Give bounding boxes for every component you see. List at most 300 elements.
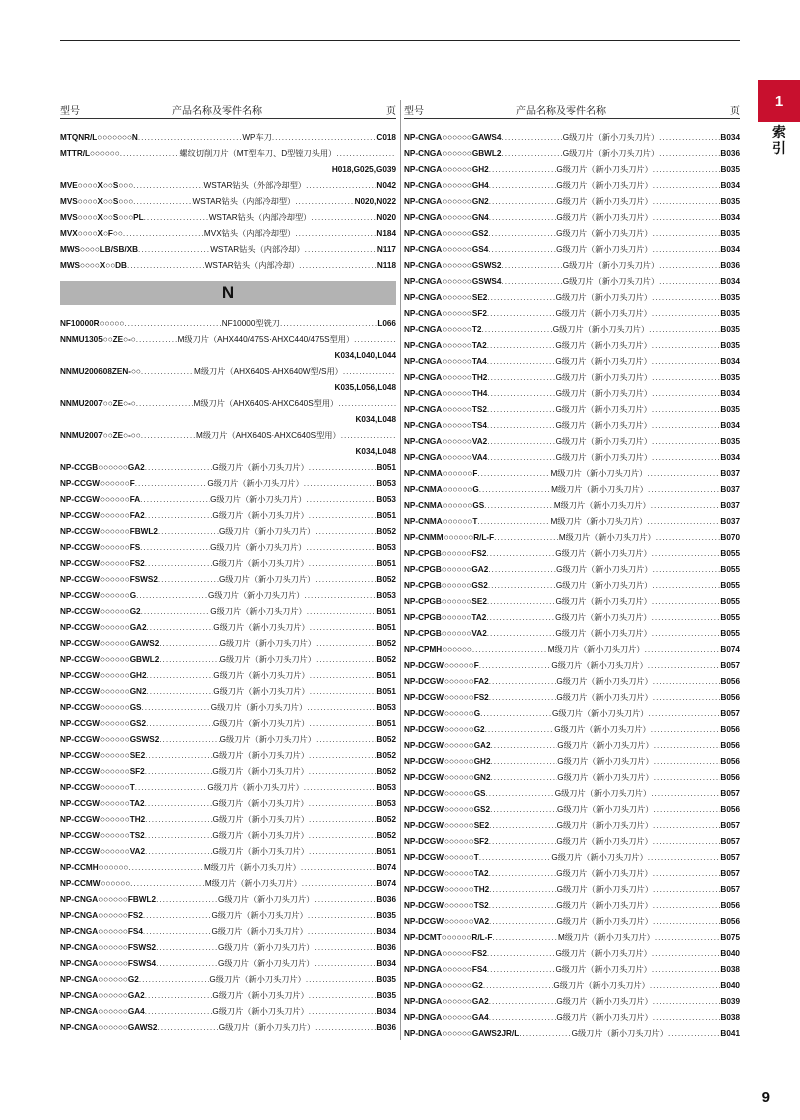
- model-code: NP-CCGW○○○○○○GS2: [60, 718, 147, 728]
- page-ref: B035: [720, 372, 740, 382]
- model-code: NP-CNMA○○○○○○GS: [404, 500, 485, 510]
- product-name: G级刀片（新小刀头刀片）: [555, 548, 652, 558]
- model-code: NP-DNGA○○○○○○G2: [404, 980, 483, 990]
- model-code: NNMU2007○○ZE○-○: [60, 398, 136, 408]
- leader-dots: [304, 591, 376, 600]
- leader-dots: [477, 469, 550, 478]
- model-code: NP-CNGA○○○○○○GA4: [60, 1006, 145, 1016]
- leader-dots: [146, 719, 213, 728]
- leader-dots: [648, 661, 721, 670]
- product-name: G级刀片（新小刀头刀片）: [210, 494, 307, 504]
- product-name: G级刀片（新小刀头刀片）: [554, 724, 651, 734]
- leader-dots: [316, 639, 376, 648]
- index-row: [404, 721, 740, 737]
- page-ref: B055: [720, 612, 740, 622]
- leader-dots: [143, 911, 212, 920]
- section-tab[interactable]: [758, 80, 800, 122]
- leader-dots: [501, 261, 562, 270]
- page-ref: B056: [720, 900, 740, 910]
- model-code: NP-DCGW○○○○○○VA2: [404, 916, 490, 926]
- leader-dots: [157, 1023, 218, 1032]
- model-code: NP-DCGW○○○○○○TA2: [404, 868, 489, 878]
- page-ref: B056: [720, 804, 740, 814]
- index-list-right: [404, 129, 740, 1041]
- product-name: G级刀片（新小刀头刀片）: [208, 590, 305, 600]
- product-name: G级刀片（新小刀头刀片）: [556, 884, 654, 894]
- index-row: [60, 241, 396, 257]
- leader-dots: [145, 799, 213, 808]
- product-name: G级刀片（新小刀头刀片）: [555, 628, 652, 638]
- product-name: G级刀片（新小刀头刀片）: [556, 676, 653, 686]
- product-name: G级刀片（新小刀头刀片）: [555, 964, 652, 974]
- leader-dots: [653, 229, 721, 238]
- product-name: G级刀片（新小刀头刀片）: [211, 926, 308, 936]
- leader-dots: [472, 645, 548, 654]
- product-name: WSTAR钻头（内部冷却）: [210, 244, 305, 254]
- product-name: G级刀片（新小刀头刀片）: [210, 702, 308, 712]
- product-name: G级刀片（新小刀头刀片）: [212, 462, 309, 472]
- product-name: G级刀片（新小刀头刀片）: [213, 670, 310, 680]
- page-ref: C018: [376, 132, 396, 142]
- leader-dots: [145, 511, 213, 520]
- index-row: [60, 779, 396, 795]
- index-row: [60, 923, 396, 939]
- index-row: [60, 257, 396, 273]
- page-ref: N184: [376, 228, 396, 238]
- leader-dots: [128, 863, 204, 872]
- index-row: [60, 1003, 396, 1019]
- page-ref: N020,N022: [354, 196, 396, 206]
- leader-dots: [156, 943, 218, 952]
- page-ref: B035: [720, 292, 740, 302]
- page-ref: B034: [720, 244, 740, 254]
- model-code: NP-CCGW○○○○○○TA2: [60, 798, 145, 808]
- page-ref: B034: [376, 1006, 396, 1016]
- index-row: [60, 875, 396, 891]
- model-code: NP-CCGW○○○○○○SE2: [60, 750, 146, 760]
- product-name: G级刀片（新小刀头刀片）: [210, 542, 307, 552]
- model-code: NP-DCGW○○○○○○GH2: [404, 756, 491, 766]
- leader-dots: [490, 805, 557, 814]
- index-row: [60, 699, 396, 715]
- leader-dots: [652, 373, 720, 382]
- leader-dots: [654, 741, 721, 750]
- product-name: G级刀片（新小刀头刀片）: [212, 830, 309, 840]
- index-row: [404, 945, 740, 961]
- leader-dots: [488, 581, 556, 590]
- index-row-continuation: [60, 411, 396, 427]
- model-code: NP-CCGW○○○○○○VA2: [60, 846, 146, 856]
- leader-dots: [479, 853, 552, 862]
- leader-dots: [140, 495, 210, 504]
- model-code: NP-CNGA○○○○○○TH4: [404, 388, 488, 398]
- page-refs: K034,L040,L044: [334, 350, 396, 360]
- product-name: G级刀片（新小刀头刀片）: [219, 734, 317, 744]
- product-name: G级刀片（新小刀头刀片）: [562, 276, 660, 286]
- leader-dots: [307, 495, 377, 504]
- product-name: G级刀片（新小刀头刀片）: [555, 596, 652, 606]
- page-ref: N042: [376, 180, 396, 190]
- page-ref: B037: [720, 468, 740, 478]
- page-ref: B040: [720, 948, 740, 958]
- product-name: G级刀片（新小刀头刀片）: [211, 910, 308, 920]
- leader-dots: [309, 767, 377, 776]
- index-row: [60, 939, 396, 955]
- top-rule: [60, 40, 740, 41]
- model-code: NP-CNGA○○○○○○FS2: [60, 910, 143, 920]
- leader-dots: [492, 933, 558, 942]
- product-name: G级刀片（新小刀头刀片）: [207, 782, 304, 792]
- index-row-continuation: [60, 379, 396, 395]
- model-code: NP-CPGB○○○○○○SE2: [404, 596, 487, 606]
- index-row: [404, 977, 740, 993]
- model-code: NP-CCGW○○○○○○GSWS2: [60, 734, 160, 744]
- page-ref: B053: [376, 798, 396, 808]
- model-code: NP-CCGW○○○○○○FBWL2: [60, 526, 158, 536]
- index-row: [60, 859, 396, 875]
- leader-dots: [309, 831, 377, 840]
- model-code: NP-CNGA○○○○○○TS4: [404, 420, 487, 430]
- model-code: NP-CNGA○○○○○○GH2: [404, 164, 489, 174]
- model-code: NP-DCGW○○○○○○F: [404, 660, 479, 670]
- index-row: [60, 795, 396, 811]
- index-row: [404, 305, 740, 321]
- page-ref: B057: [720, 820, 740, 830]
- page-ref: B035: [720, 404, 740, 414]
- index-list-n: [60, 315, 396, 1035]
- leader-dots: [145, 847, 212, 856]
- page-ref: B034: [720, 356, 740, 366]
- leader-dots: [145, 1007, 213, 1016]
- page-ref: B055: [720, 564, 740, 574]
- leader-dots: [136, 399, 194, 408]
- leader-dots: [316, 735, 376, 744]
- page-ref: B051: [376, 686, 396, 696]
- leader-dots: [309, 511, 377, 520]
- index-row: [60, 193, 396, 209]
- model-code: NP-DCGW○○○○○○T: [404, 852, 479, 862]
- page-ref: B051: [376, 606, 396, 616]
- leader-dots: [489, 213, 557, 222]
- page-ref: B037: [720, 500, 740, 510]
- product-name: G级刀片（新小刀头刀片）: [556, 212, 653, 222]
- model-code: NP-CNGA○○○○○○GN2: [404, 196, 489, 206]
- page-ref: B052: [376, 766, 396, 776]
- index-row: [60, 811, 396, 827]
- page-ref: B035: [720, 340, 740, 350]
- leader-dots: [486, 613, 555, 622]
- leader-dots: [485, 725, 555, 734]
- leader-dots: [487, 341, 556, 350]
- leader-dots: [659, 149, 720, 158]
- product-name: G级刀片（新小刀头刀片）: [555, 452, 653, 462]
- model-code: NP-CNGA○○○○○○GSWS4: [404, 276, 502, 286]
- leader-dots: [487, 309, 556, 318]
- page-ref: B051: [376, 846, 396, 856]
- model-code: NP-CNGA○○○○○○GS4: [404, 244, 489, 254]
- leader-dots: [141, 367, 194, 376]
- leader-dots: [652, 405, 721, 414]
- page-ref: B034: [720, 276, 740, 286]
- page-ref: B052: [376, 814, 396, 824]
- index-row: [60, 177, 396, 193]
- index-row: [60, 507, 396, 523]
- index-row: [404, 177, 740, 193]
- index-row: [60, 587, 396, 603]
- page-ref: B052: [376, 638, 396, 648]
- index-row: [404, 337, 740, 353]
- product-name: M级刀片（AHX440/475S·AHXC440/475S型用）: [177, 334, 355, 344]
- leader-dots: [654, 773, 721, 782]
- leader-dots: [272, 133, 377, 142]
- product-name: G级刀片（新小刀头刀片）: [555, 388, 653, 398]
- page-ref: B036: [376, 894, 396, 904]
- index-row: [404, 913, 740, 929]
- model-code: NP-DCGW○○○○○○G: [404, 708, 481, 718]
- model-code: NNMU1305○○ZE○-○: [60, 334, 136, 344]
- leader-dots: [652, 341, 721, 350]
- page-ref: B056: [720, 772, 740, 782]
- leader-dots: [652, 549, 721, 558]
- leader-dots: [310, 623, 377, 632]
- index-row: [404, 449, 740, 465]
- index-row: [404, 545, 740, 561]
- index-list-m: [60, 129, 396, 273]
- leader-dots: [130, 879, 205, 888]
- product-name: G级刀片（新小刀头刀片）: [556, 692, 653, 702]
- leader-dots: [653, 1013, 721, 1022]
- model-code: NP-DCGW○○○○○○FA2: [404, 676, 489, 686]
- page-ref: B053: [376, 702, 396, 712]
- product-name: 螺纹切削刀片（MT型车刀、D型镗刀头用）: [179, 148, 337, 158]
- model-code: NP-DCGW○○○○○○GA2: [404, 740, 491, 750]
- leader-dots: [147, 671, 214, 680]
- product-name: WP车刀: [242, 132, 272, 142]
- model-code: NP-CPGB○○○○○○FS2: [404, 548, 487, 558]
- model-code: NP-CNMM○○○○○○R/L-F: [404, 532, 495, 542]
- model-code: NP-DNGA○○○○○○FS2: [404, 948, 487, 958]
- leader-dots: [491, 757, 558, 766]
- page-ref: N117: [376, 244, 396, 254]
- index-row: [404, 1009, 740, 1025]
- leader-dots: [645, 645, 721, 654]
- header-product: 产品名称及零件名称: [172, 105, 262, 117]
- leader-dots: [145, 751, 212, 760]
- page-ref: B053: [376, 542, 396, 552]
- model-code: NP-CNGA○○○○○○GSWS2: [404, 260, 502, 270]
- index-row: [404, 1025, 740, 1041]
- leader-dots: [341, 431, 396, 440]
- index-row: [404, 577, 740, 593]
- leader-dots: [309, 751, 376, 760]
- index-row-continuation: [60, 347, 396, 363]
- leader-dots: [140, 543, 210, 552]
- product-name: G级刀片（新小刀头刀片）: [212, 766, 309, 776]
- index-row: [404, 193, 740, 209]
- model-code: NF10000R○○○○○: [60, 318, 125, 328]
- product-name: M级刀片（AHX640S·AHXC640S型用）: [193, 398, 339, 408]
- leader-dots: [309, 991, 377, 1000]
- model-code: NP-CNGA○○○○○○TA4: [404, 356, 487, 366]
- leader-dots: [651, 725, 721, 734]
- leader-dots: [652, 453, 720, 462]
- header-model: 型号: [60, 105, 80, 117]
- model-code: NP-DNGA○○○○○○GA4: [404, 1012, 489, 1022]
- page-ref: B035: [720, 324, 740, 334]
- product-name: G级刀片（新小刀头刀片）: [555, 292, 653, 302]
- leader-dots: [147, 623, 214, 632]
- leader-dots: [489, 197, 557, 206]
- index-row-continuation: [60, 161, 396, 177]
- leader-dots: [489, 917, 556, 926]
- leader-dots: [158, 527, 219, 536]
- model-code: NP-CCGB○○○○○○GA2: [60, 462, 145, 472]
- product-name: G级刀片（新小刀头刀片）: [551, 660, 648, 670]
- header-model: 型号: [404, 105, 424, 117]
- index-row: [404, 753, 740, 769]
- page-ref: B057: [720, 852, 740, 862]
- page-ref: B034: [376, 958, 396, 968]
- index-row: [404, 609, 740, 625]
- leader-dots: [649, 325, 720, 334]
- index-row: [404, 657, 740, 673]
- index-row: [404, 737, 740, 753]
- leader-dots: [309, 719, 376, 728]
- model-code: NP-CNGA○○○○○○GAWS4: [404, 132, 502, 142]
- page-ref: B053: [376, 494, 396, 504]
- index-row: [404, 289, 740, 305]
- model-code: MVS○○○○X○○S○○○PL: [60, 212, 144, 222]
- leader-dots: [653, 837, 721, 846]
- product-name: G级刀片（新小刀头刀片）: [556, 916, 653, 926]
- page-ref: B036: [720, 148, 740, 158]
- page-ref: B056: [720, 692, 740, 702]
- leader-dots: [120, 149, 180, 158]
- index-row: [60, 651, 396, 667]
- leader-dots: [315, 527, 376, 536]
- leader-dots: [519, 1029, 571, 1038]
- model-code: NP-CNGA○○○○○○VA2: [404, 436, 488, 446]
- page-ref: B035: [376, 990, 396, 1000]
- leader-dots: [489, 165, 557, 174]
- product-name: G级刀片（新小刀头刀片）: [218, 958, 315, 968]
- page-ref: B053: [376, 782, 396, 792]
- product-name: G级刀片（新小刀头刀片）: [218, 942, 315, 952]
- leader-dots: [652, 949, 721, 958]
- model-code: NP-CPGB○○○○○○VA2: [404, 628, 487, 638]
- leader-dots: [307, 703, 376, 712]
- index-row: [60, 731, 396, 747]
- product-name: G级刀片（新小刀头刀片）: [212, 990, 309, 1000]
- model-code: NP-DCGW○○○○○○SE2: [404, 820, 490, 830]
- page-ref: B070: [720, 532, 740, 542]
- leader-dots: [480, 709, 552, 718]
- leader-dots: [145, 831, 213, 840]
- index-row: [404, 929, 740, 945]
- page-ref: B052: [376, 750, 396, 760]
- model-code: NP-CCGW○○○○○○FS2: [60, 558, 145, 568]
- product-name: G级刀片（新小刀头刀片）: [556, 1012, 653, 1022]
- page-ref: B056: [720, 676, 740, 686]
- model-code: NP-CNGA○○○○○○FS4: [60, 926, 143, 936]
- model-code: MTTR/L○○○○○○: [60, 148, 120, 158]
- right-column: [404, 100, 740, 1041]
- leader-dots: [652, 629, 721, 638]
- leader-dots: [652, 421, 721, 430]
- index-row: [60, 763, 396, 779]
- page-ref: B051: [376, 670, 396, 680]
- index-row: [60, 427, 396, 443]
- leader-dots: [652, 581, 720, 590]
- product-name: M级刀片（AHX640S·AHX640W型/S用）: [194, 366, 343, 376]
- leader-dots: [487, 357, 556, 366]
- product-name: M级刀片（新小刀头刀片）: [558, 532, 656, 542]
- leader-dots: [314, 959, 376, 968]
- leader-dots: [648, 709, 720, 718]
- leader-dots: [652, 597, 721, 606]
- page-ref: L066: [377, 318, 396, 328]
- leader-dots: [489, 181, 557, 190]
- leader-dots: [489, 693, 557, 702]
- header-page: 页: [730, 105, 740, 117]
- index-row: [60, 603, 396, 619]
- model-code: NP-CCGW○○○○○○F: [60, 478, 135, 488]
- index-row: [404, 705, 740, 721]
- leader-dots: [304, 479, 377, 488]
- product-name: G级刀片（新小刀头刀片）: [552, 324, 650, 334]
- index-row: [404, 625, 740, 641]
- page-ref: B038: [720, 1012, 740, 1022]
- product-name: G级刀片（新小刀头刀片）: [210, 606, 307, 616]
- leader-dots: [338, 399, 396, 408]
- leader-dots: [653, 181, 721, 190]
- page-ref: B057: [720, 788, 740, 798]
- model-code: MWS○○○○LB/SB/XB: [60, 244, 139, 254]
- leader-dots: [648, 485, 720, 494]
- index-row: [60, 987, 396, 1003]
- index-row: [60, 571, 396, 587]
- index-row: [404, 689, 740, 705]
- leader-dots: [295, 197, 354, 206]
- model-code: NP-CNGA○○○○○○GH4: [404, 180, 489, 190]
- header-product: 产品名称及零件名称: [516, 105, 606, 117]
- index-row: [60, 827, 396, 843]
- leader-dots: [487, 293, 555, 302]
- leader-dots: [145, 991, 213, 1000]
- leader-dots: [309, 1007, 377, 1016]
- model-code: NP-CPMH○○○○○○: [404, 644, 472, 654]
- index-row-continuation: [60, 443, 396, 459]
- leader-dots: [489, 677, 557, 686]
- index-row: [60, 459, 396, 475]
- leader-dots: [145, 559, 213, 568]
- leader-dots: [653, 245, 721, 254]
- model-code: NP-DNGA○○○○○○FS4: [404, 964, 487, 974]
- model-code: NP-DCGW○○○○○○FS2: [404, 692, 489, 702]
- index-row: [404, 129, 740, 145]
- page-ref: B036: [720, 260, 740, 270]
- leader-dots: [145, 767, 213, 776]
- index-row: [404, 321, 740, 337]
- page-ref: B051: [376, 718, 396, 728]
- model-code: NP-DCGW○○○○○○SF2: [404, 836, 489, 846]
- model-code: NP-CCGW○○○○○○FSWS2: [60, 574, 158, 584]
- product-name: G级刀片（新小刀头刀片）: [556, 996, 653, 1006]
- leader-dots: [652, 965, 721, 974]
- page-ref: B055: [720, 580, 740, 590]
- section-tab-label: 索引: [772, 124, 786, 156]
- product-name: G级刀片（新小刀头刀片）: [207, 478, 304, 488]
